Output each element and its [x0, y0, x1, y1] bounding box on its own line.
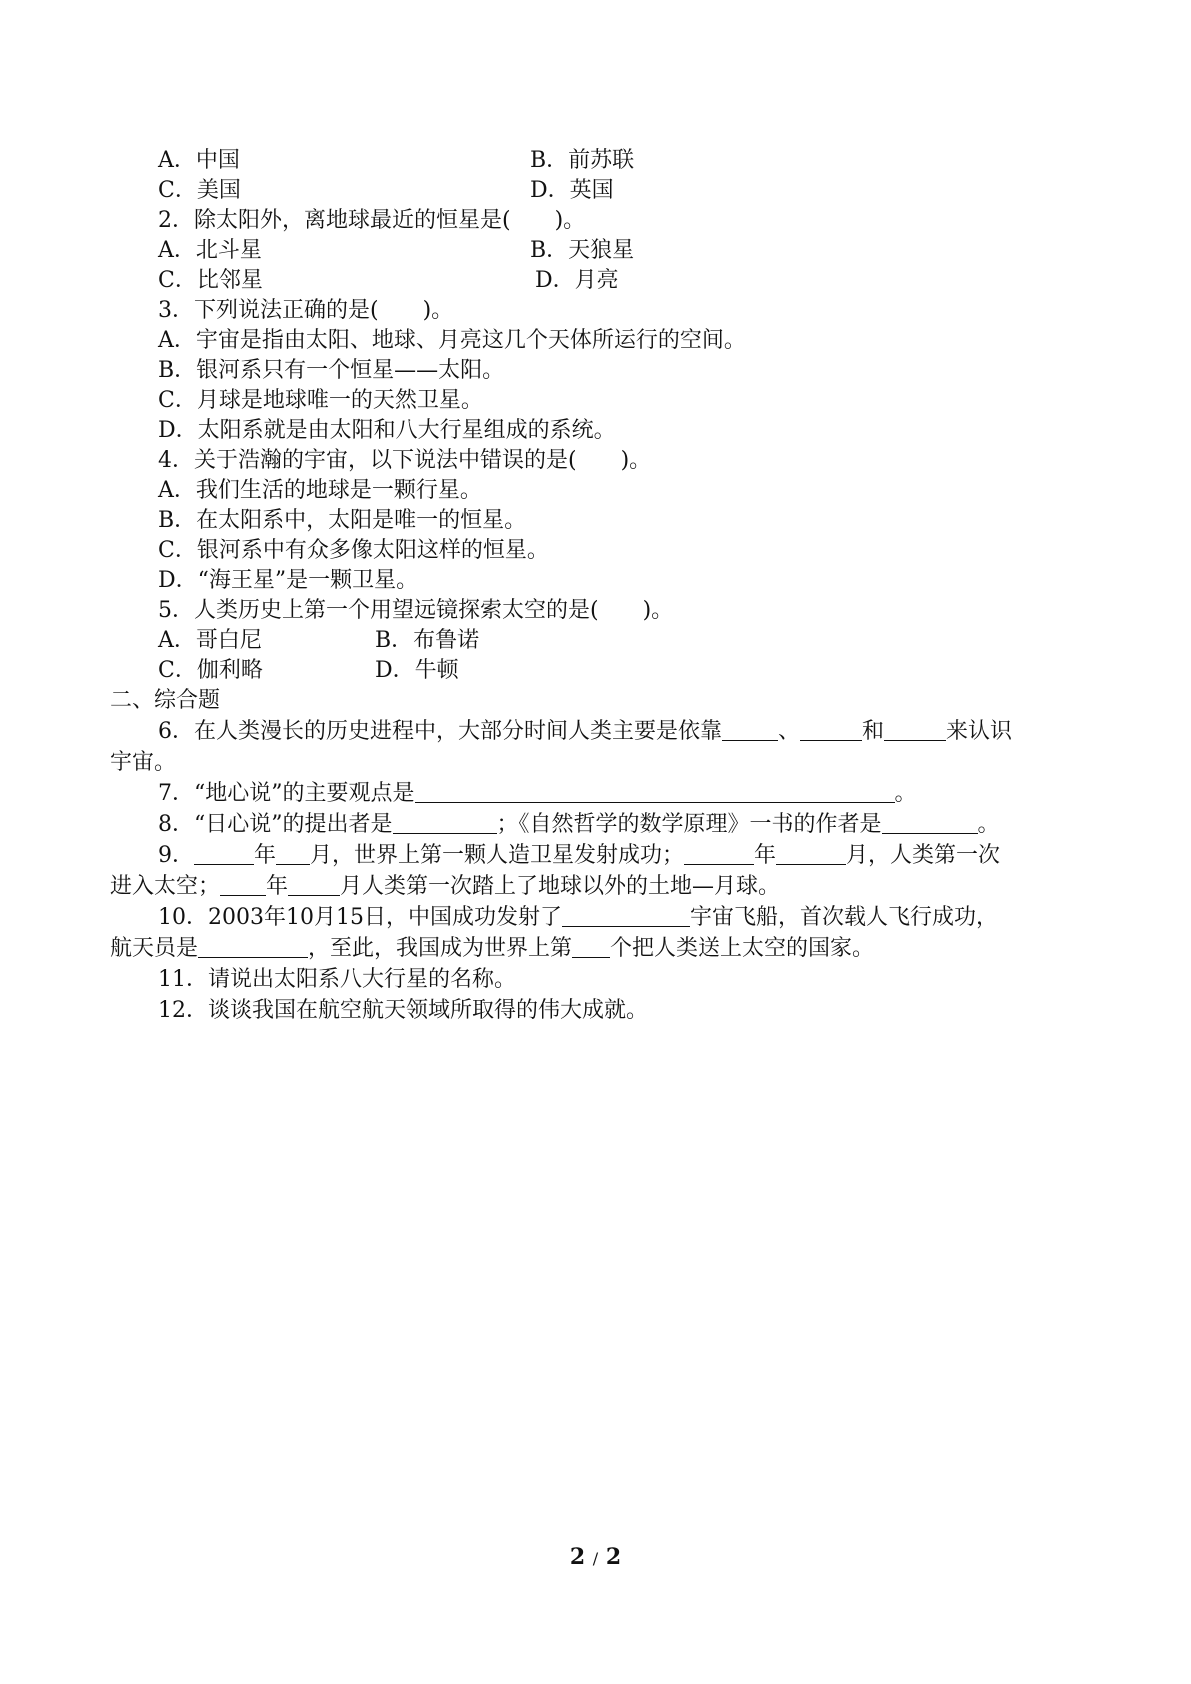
q9-blank-3[interactable] — [684, 842, 754, 865]
q3-option-d: D．太阳系就是由太阳和八大行星组成的系统。 — [158, 418, 616, 443]
q10-line1 — [158, 902, 998, 934]
q6-blank-3[interactable] — [884, 718, 946, 741]
q7-blank[interactable] — [415, 780, 895, 803]
q7-line — [158, 778, 917, 810]
q9-blank-5[interactable] — [220, 873, 266, 896]
q10-text-1: 10．2003年10月15日，中国成功发射了 — [158, 905, 562, 930]
q9-blank-4[interactable] — [776, 842, 846, 865]
q7-text-2: 。 — [894, 781, 917, 806]
page-separator: / — [592, 1549, 599, 1568]
q8-blank-1[interactable] — [393, 811, 497, 834]
page-number — [0, 1542, 1191, 1574]
q10-blank-3[interactable] — [572, 935, 610, 958]
q9-line2 — [110, 871, 780, 903]
q9-text-7: 年 — [266, 874, 289, 899]
page-current: 2 — [569, 1544, 586, 1570]
q10-blank-2[interactable] — [198, 935, 308, 958]
q12-text: 12．谈谈我国在航空航天领域所取得的伟大成就。 — [158, 998, 648, 1023]
q6-line2: 宇宙。 — [110, 750, 177, 775]
q8-text-3: 。 — [977, 812, 1000, 837]
q6-text-1: 6．在人类漫长的历史进程中，大部分时间人类主要是依靠 — [158, 719, 722, 744]
q3-option-c: C．月球是地球唯一的天然卫星。 — [158, 388, 483, 413]
q2-stem: 2．除太阳外，离地球最近的恒星是( )。 — [158, 208, 586, 233]
section-title: 二、综合题 — [110, 688, 221, 713]
q8-blank-2[interactable] — [882, 811, 978, 834]
q6-text-3: 和 — [862, 719, 885, 744]
q6-line1 — [158, 716, 1012, 748]
q4-option-c: C．银河系中有众多像太阳这样的恒星。 — [158, 538, 549, 563]
q7-text-1: 7．“地心说”的主要观点是 — [158, 781, 415, 806]
q6-blank-1[interactable] — [722, 718, 778, 741]
q8-text-1: 8．“日心说”的提出者是 — [158, 812, 393, 837]
q1-option-d: D．英国 — [530, 178, 614, 203]
q4-option-d: D．“海王星”是一颗卫星。 — [158, 568, 419, 593]
q9-blank-1[interactable] — [194, 842, 254, 865]
q1-option-a: A．中国 — [158, 148, 240, 173]
q5-option-b: B．布鲁诺 — [375, 628, 480, 653]
q2-option-b: B．天狼星 — [530, 238, 635, 263]
q8-text-2: ；《自然哲学的数学原理》一书的作者是 — [496, 812, 882, 837]
q4-option-b: B．在太阳系中，太阳是唯一的恒星。 — [158, 508, 527, 533]
q4-option-a: A．我们生活的地球是一颗行星。 — [158, 478, 482, 503]
q5-option-d: D．牛顿 — [375, 658, 459, 683]
q10-text-2: 宇宙飞船，首次载人飞行成功， — [689, 905, 998, 930]
q8-line — [158, 809, 1000, 841]
page-total: 2 — [605, 1544, 622, 1570]
q6-text-4: 来认识 — [946, 719, 1013, 744]
q3-option-b: B．银河系只有一个恒星——太阳。 — [158, 358, 505, 383]
q9-text-1: 9． — [158, 843, 194, 868]
q11-text: 11．请说出太阳系八大行星的名称。 — [158, 967, 516, 992]
q9-text-8: 月人类第一次踏上了地球以外的土地—月球。 — [340, 874, 781, 899]
q9-text-6: 进入太空； — [110, 874, 221, 899]
q9-text-2: 年 — [254, 843, 277, 868]
q10-line2 — [110, 933, 874, 965]
q2-option-a: A．北斗星 — [158, 238, 262, 263]
q6-blank-2[interactable] — [800, 718, 862, 741]
q10-text-5: 个把人类送上太空的国家。 — [610, 936, 875, 961]
q5-stem: 5．人类历史上第一个用望远镜探索太空的是( )。 — [158, 598, 674, 623]
q9-text-4: 年 — [754, 843, 777, 868]
q2-option-c: C．比邻星 — [158, 268, 263, 293]
q1-option-b: B．前苏联 — [530, 148, 635, 173]
q9-blank-6[interactable] — [288, 873, 340, 896]
q10-text-4: ，至此，我国成为世界上第 — [308, 936, 573, 961]
q6-text-2: 、 — [778, 719, 801, 744]
q9-line1 — [158, 840, 1000, 872]
q9-text-5: 月，人类第一次 — [846, 843, 1001, 868]
q9-blank-2[interactable] — [276, 842, 310, 865]
q4-stem: 4．关于浩瀚的宇宙，以下说法中错误的是( )。 — [158, 448, 652, 473]
q3-option-a: A．宇宙是指由太阳、地球、月亮这几个天体所运行的空间。 — [158, 328, 746, 353]
q1-option-c: C．美国 — [158, 178, 241, 203]
q10-blank-1[interactable] — [562, 904, 690, 927]
q10-text-3: 航天员是 — [110, 936, 199, 961]
q9-text-3: 月，世界上第一颗人造卫星发射成功； — [310, 843, 685, 868]
q2-option-d: D．月亮 — [535, 268, 619, 293]
q3-stem: 3．下列说法正确的是( )。 — [158, 298, 454, 323]
q5-option-c: C．伽利略 — [158, 658, 263, 683]
q5-option-a: A．哥白尼 — [158, 628, 262, 653]
